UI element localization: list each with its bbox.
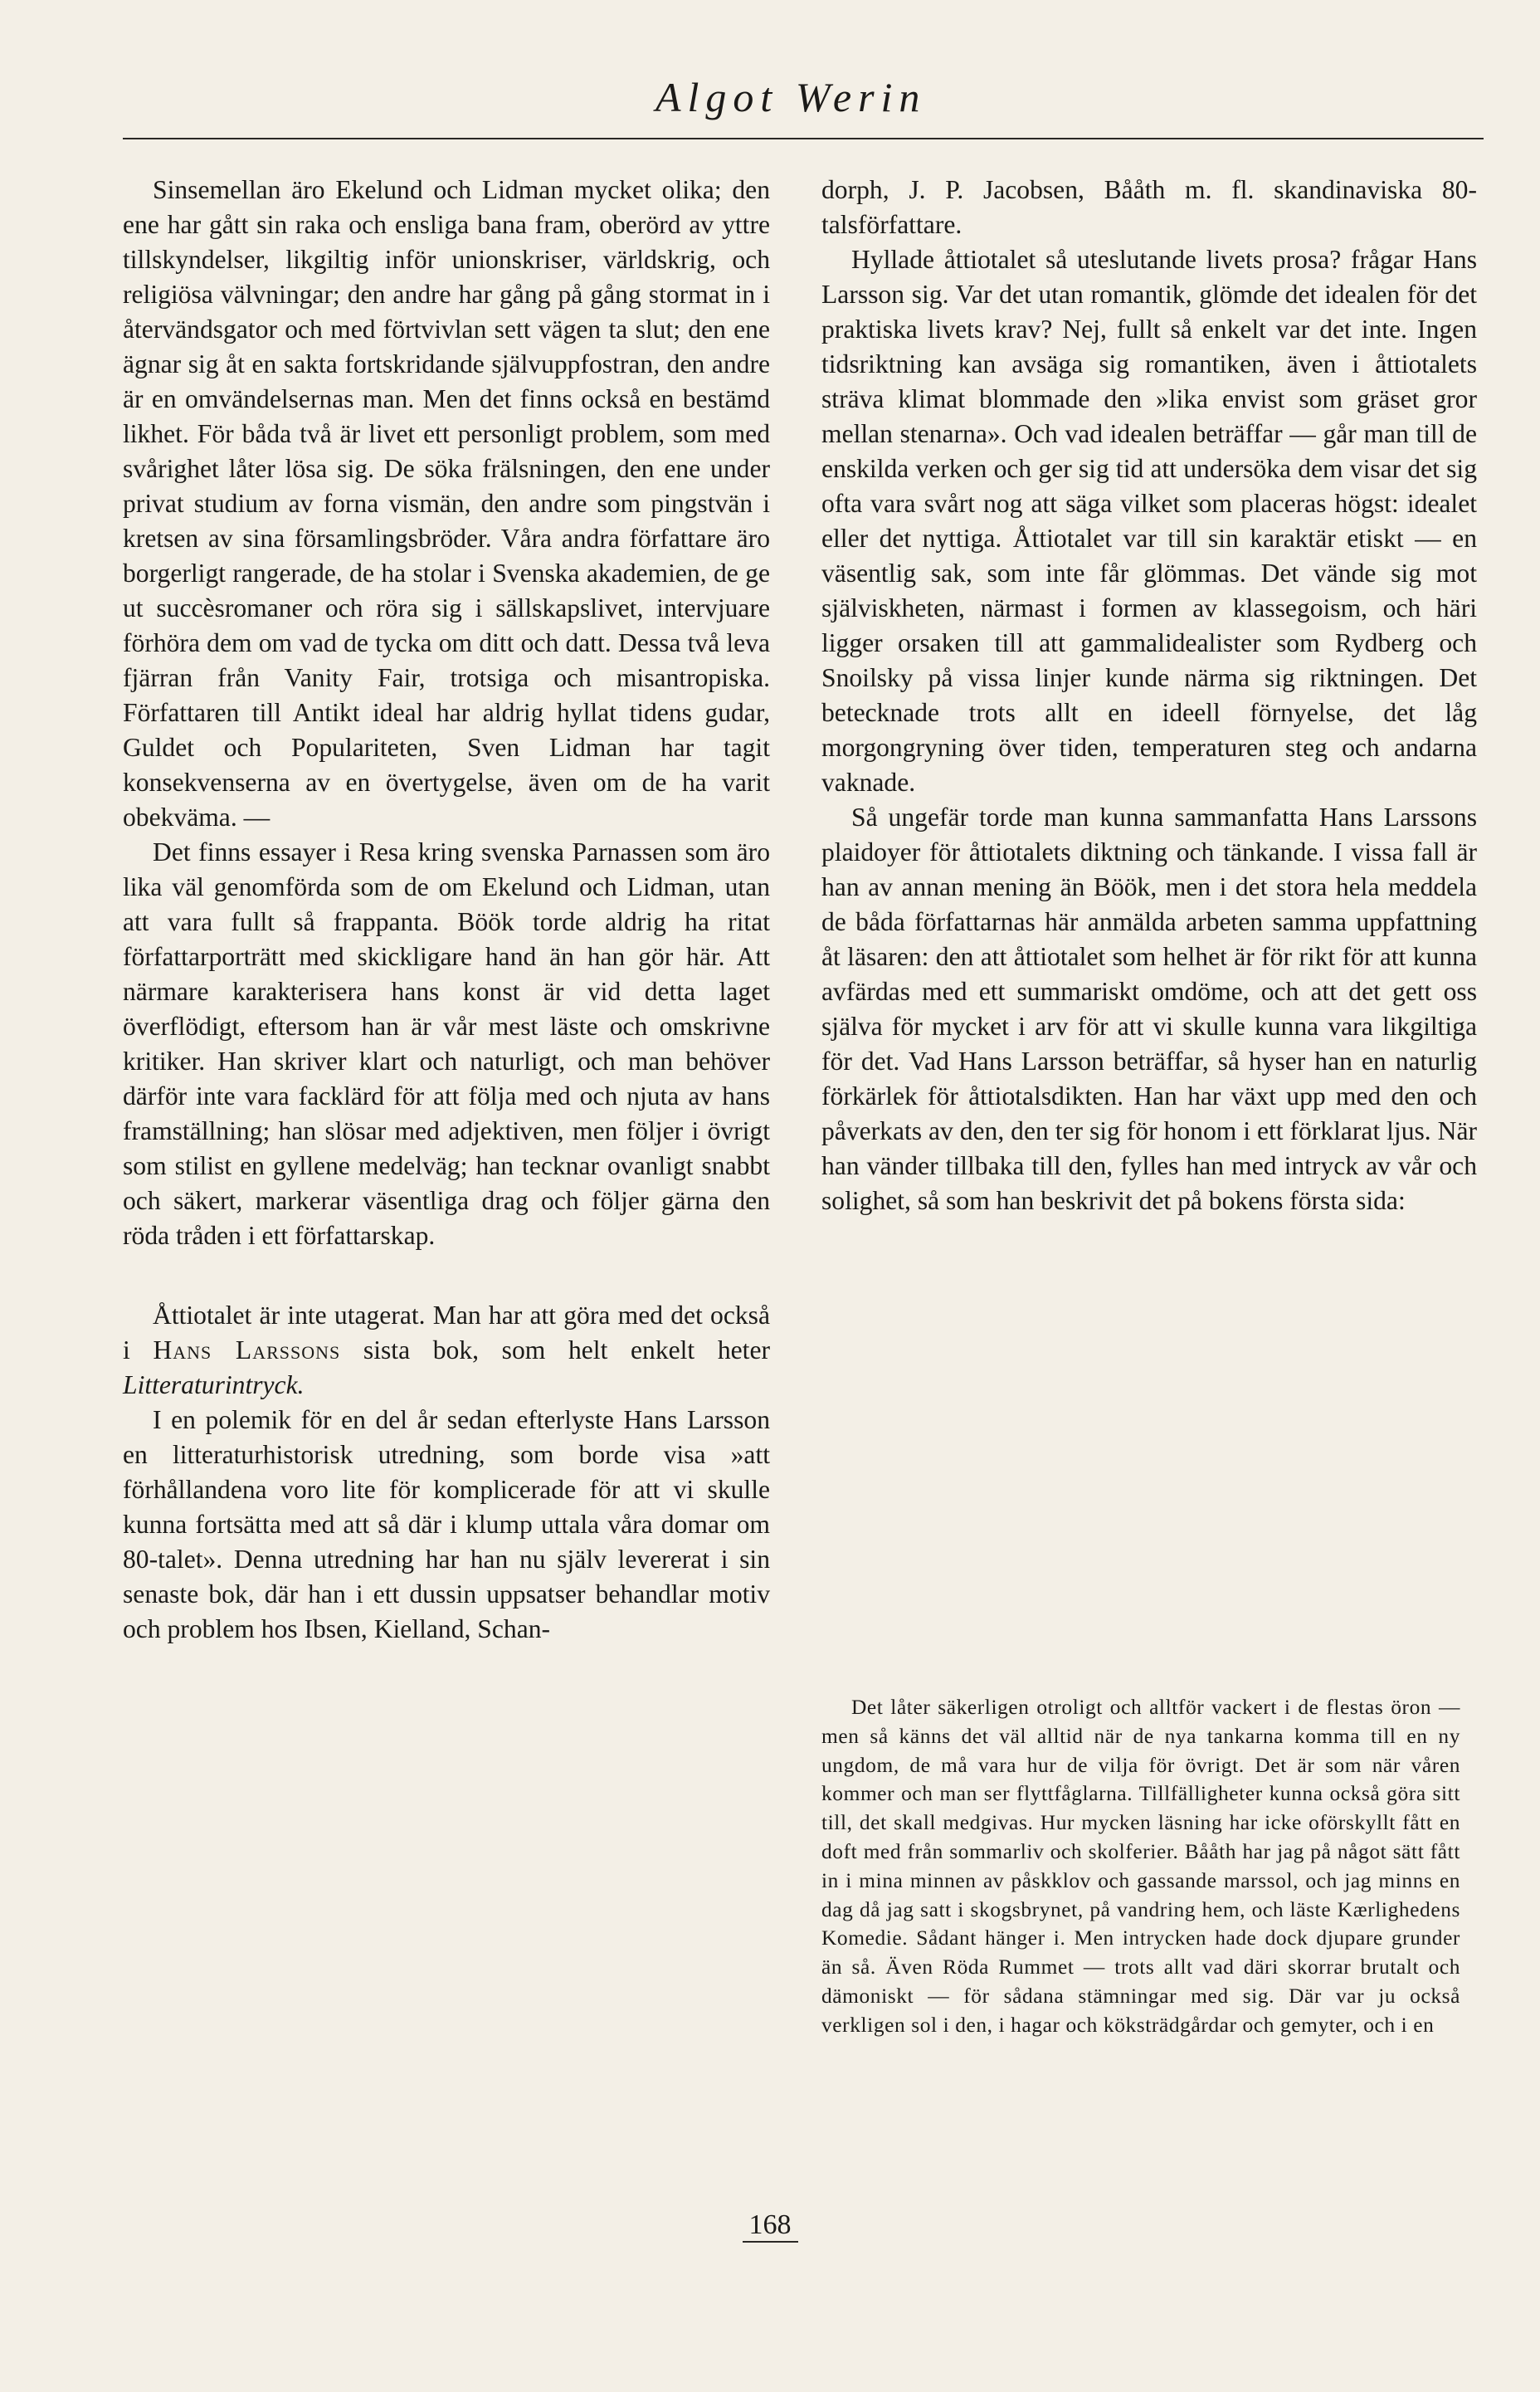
- header-rule: [123, 138, 1484, 139]
- running-head-title: Algot Werin: [655, 74, 927, 120]
- p3-text-mid: sista bok, som helt enkelt heter: [363, 1335, 770, 1364]
- left-paragraph-2: Det finns essayer i Resa kring svenska Parnassen som äro lika väl genomförda som de om Ekelund och Lidman, utan att vara fullt så frappanta. Böök torde aldrig ha ritat författarporträtt med skickligare hand än han gör här. Att närmare karakterisera hans konst är vid detta laget överflödigt, eftersom han är vår mest läste och omskrivne kritiker. Han skriver klart och naturligt, och man behöver därför inte vara facklärd för att följa med och njuta av hans framställning; han slösar med adjektiven, men följer i övrigt som stilist en gyllene medelväg; han tecknar ovanligt snabbt och säkert, markerar väsentliga drag och följer gärna den röda tråden i ett författarskap.: [123, 837, 770, 1250]
- left-column: [123, 173, 770, 1647]
- book-title-italic: Litteraturintryck.: [123, 1370, 305, 1399]
- right-paragraph-2: Hyllade åttiotalet så uteslutande livets prosa? frågar Hans Larsson sig. Var det utan romantik, glömde det idealen för det praktiska livets krav? Nej, fullt så enkelt var det inte. Ingen tidsriktning kan avsäga sig romantiken, även i åttiotalets sträva klimat blommade den »lika envist som gräset gror mellan stenarna». Och vad idealen beträffar — går man till de enskilda verken och ger sig tid att undersöka dem visar det sig ofta vara svårt nog att säga vilket som placeras högst: idealet eller det nyttiga. Åttiotalet var till sin karaktär etiskt — en väsentlig sak, som inte får glömmas. Det vände sig mot själviskheten, närmast i formen av klassegoism, och häri ligger orsaken till att gammalidealister som Rydberg och Snoilsky på vissa linjer kunde närma sig riktningen. Det betecknade trots allt en ideell förnyelse, det låg morgongryning över tiden, temperaturen steg och andarna vaknade.: [821, 245, 1477, 797]
- page-number-text: 168: [743, 2209, 798, 2243]
- p3-text-before: Åttiotalet är inte utagerat. Man har att göra med det också i: [123, 1301, 770, 1364]
- left-paragraph-1: Sinsemellan äro Ekelund och Lidman mycket olika; den ene har gått sin raka och ensliga bana fram, oberörd av yttre tillskyndelser, likgiltig inför unionskriser, världskrig, och religiösa välvningar; den andre har gång på gång stormat in i återvändsgator och med förtvivlan sett vägen ta slut; den ene ägnar sig åt en sakta fortskridande självuppfostran, den andre är en omvändelsernas man. Men det finns också en bestämd likhet. För båda två är livet ett personligt problem, som med svårighet låter lösa sig. De söka frälsningen, den ene under privat studium av forna vismän, den andre som pingstvän i kretsen av sina församlingsbröder. Våra andra författare äro borgerligt rangerade, de ha stolar i Svenska akademien, de ge ut succèsromaner och röra sig i sällskapslivet, intervjuare förhöra dem om vad de tycka om ditt och datt. Dessa två leva fjärran från Vanity Fair, trotsiga och misantropiska. Författaren till Antikt ideal har aldrig hyllat tidens gudar, Guldet och Populariteten, Sven Lidman har tagit konsekvenserna av en övertygelse, även om de ha varit obekväma. —: [123, 175, 770, 832]
- block-quote: [821, 1693, 1460, 2040]
- right-paragraph-1: dorph, J. P. Jacobsen, Bååth m. fl. skandinaviska 80-talsförfattare.: [821, 175, 1477, 239]
- page-number: [0, 2209, 1540, 2243]
- left-paragraph-3: [123, 1298, 770, 1403]
- right-paragraph-3: Så ungefär torde man kunna sammanfatta Hans Larssons plaidoyer för åttiotalets diktning och tänkande. I vissa fall är han av annan mening än Böök, men i det stora hela meddela de båda författarnas här anmälda arbeten samma uppfattning åt läsaren: den att åttiotalet som helhet är för rikt för att kunna avfärdas med ett summariskt omdöme, och att det gett oss själva för mycket i arv för att vi skulle kunna vara likgiltiga för det. Vad Hans Larsson beträffar, så hyser han en naturlig förkärlek för åttiotalsdikten. Han har växt upp med den och påverkats av den, den ter sig för honom i ett förklarat ljus. När han vänder tillbaka till den, fylles han med intryck av vår och solighet, så som han beskrivit det på bokens första sida:: [821, 803, 1477, 1215]
- block-quote-text: Det låter säkerligen otroligt och alltför vackert i de flestas öron — men så känns det väl alltid när de nya tankarna komma till en ny ungdom, de må vara hur de vilja för övrigt. Det är som när våren kommer och man ser flyttfåglarna. Tillfälligheter kunna också göra sitt till, det skall medgivas. Hur mycken läsning har icke oförskyllt fått en doft med från sommarliv och skolferier. Bååth har jag på något sätt fått in i mina minnen av påskklov och gassande marssol, och jag minns en dag då jag satt i skogsbrynet, på vandring hem, och läste Kærlighedens Komedie. Sådant hänger i. Men intrycken hade dock djupare grunder än så. Även Röda Rummet — trots allt vad däri skorrar brutalt och dämoniskt — för sådana stämningar med sig. Där var ju också verkligen sol i den, i hagar och köksträdgårdar och gemyter, och i en: [821, 1696, 1460, 2037]
- left-paragraph-4: I en polemik för en del år sedan efterlyste Hans Larsson en litteraturhistorisk utredning, som borde visa »att förhållandena voro lite för komplicerade för att vi skulle kunna fortsätta med att så där i klump uttala våra domar om 80-talet». Denna utredning har han nu själv levererat i sin senaste bok, där han i ett dussin uppsatser behandlar motiv och problem hos Ibsen, Kielland, Schan-: [123, 1405, 770, 1643]
- author-name-smallcaps: Hans Larssons: [153, 1335, 341, 1364]
- right-column: [821, 173, 1477, 1218]
